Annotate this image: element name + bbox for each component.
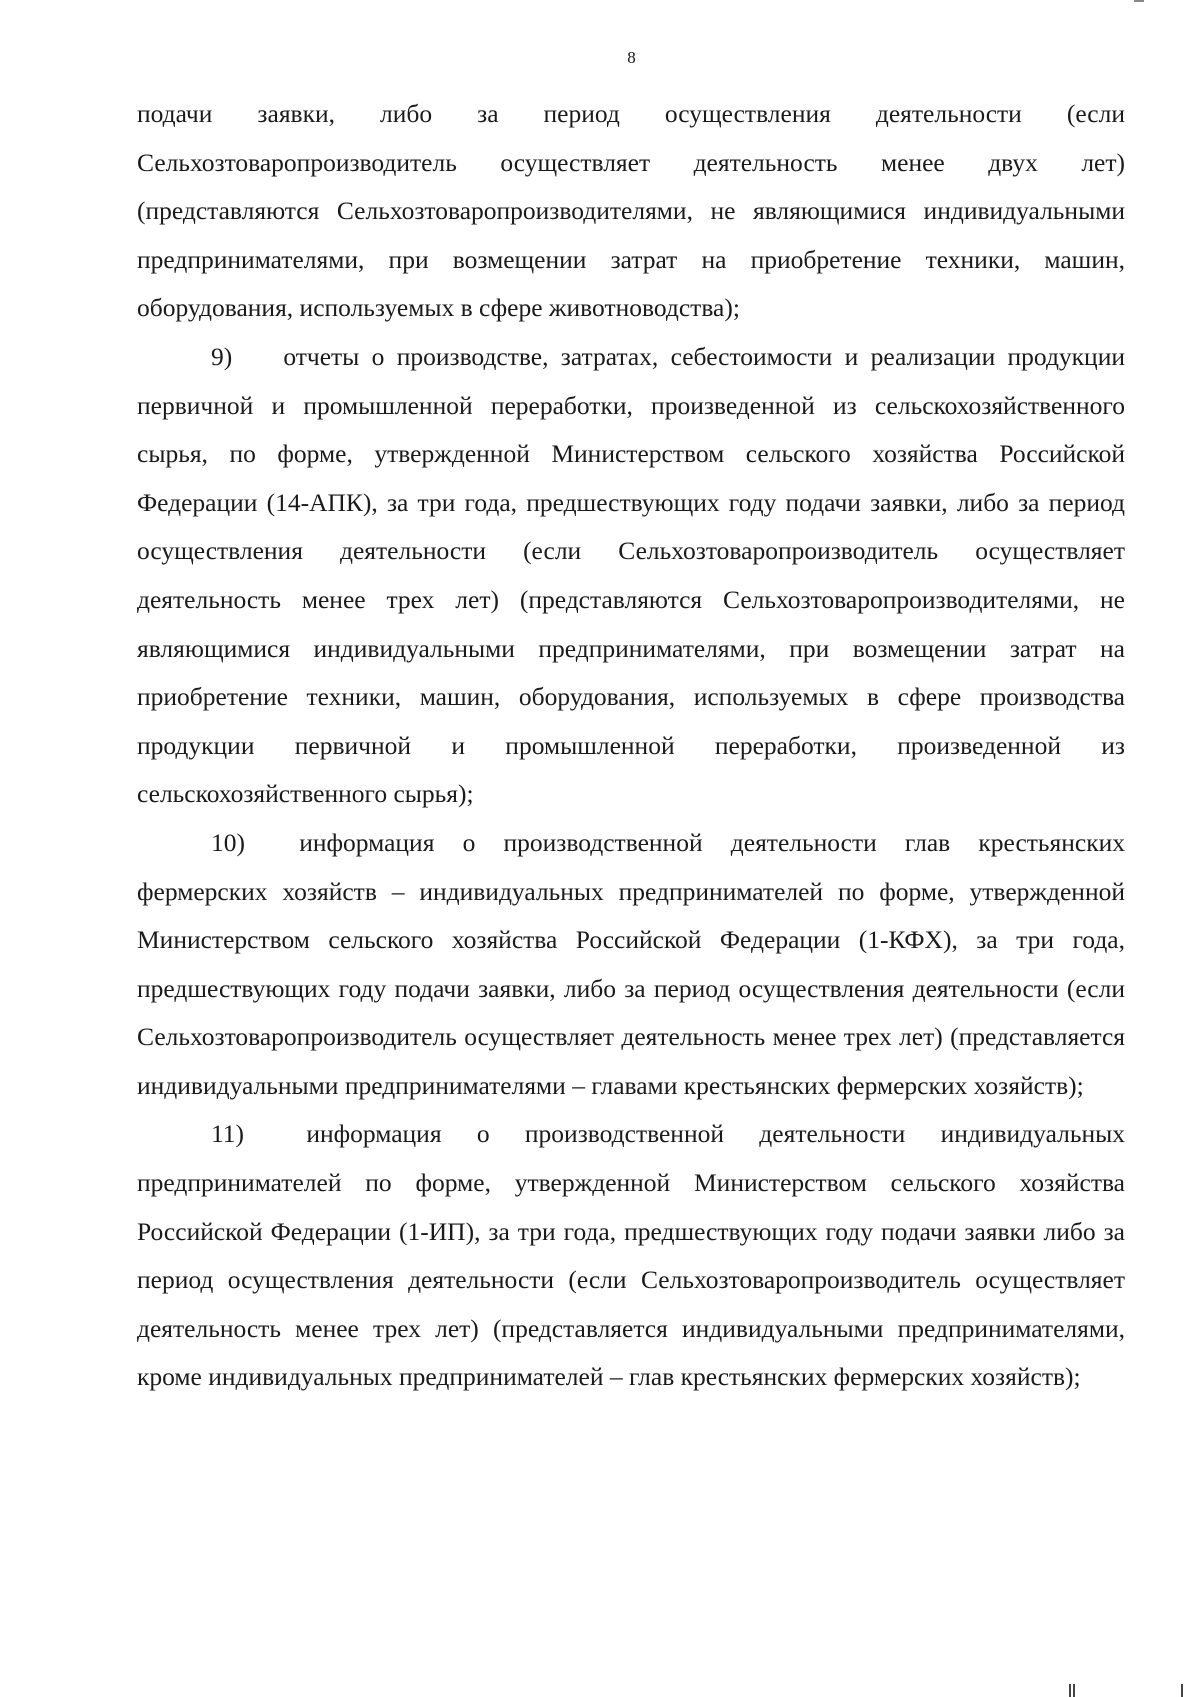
scan-artifact <box>1134 0 1144 2</box>
list-item-text: информация о производственной деятельности глав крестьянских фермерских хозяйств – индивидуальных предпринимателей по форме, утвержденной Министерством сельского хозяйства Российской Федерации (1-КФХ), за три года, предшествующих году подачи заявки, либо за период осуществления деятельности (если Сельхозтоваропроизводитель осуществляет деятельность менее трех лет) (представляется индивидуальными предпринимателями – главами крестьянских фермерских хозяйств); <box>137 827 1126 1100</box>
scan-artifact <box>1069 1684 1071 1697</box>
list-item-number: 10) <box>211 827 245 857</box>
scan-artifact <box>1073 1684 1075 1697</box>
page-number: 8 <box>627 48 636 67</box>
list-item-9 <box>137 333 1125 819</box>
paragraph-text: подачи заявки, либо за период осуществления деятельности (если Сельхозтоваропроизводитель осуществляет деятельность менее двух лет) (представляются Сельхозтоваропроизводителями, не являющимися индивидуальными предпринимателями, при возмещении затрат на приобретение техники, машин, оборудования, используемых в сфере животноводства); <box>137 99 1125 323</box>
list-item-text: информация о производственной деятельности индивидуальных предпринимателей по форме, утвержденной Министерством сельского хозяйства Российской Федерации (1-ИП), за три года, предшествующих году подачи заявки либо за период осуществления деятельности (если Сельхозтоваропроизводитель осуществляет деятельность менее трех лет) (представляется индивидуальными предпринимателями, кроме индивидуальных предпринимателей – глав крестьянских фермерских хозяйств); <box>137 1119 1125 1392</box>
list-item-number: 11) <box>211 1119 245 1149</box>
list-item-10 <box>137 819 1125 1111</box>
scan-artifact <box>1181 1684 1183 1697</box>
list-item-11 <box>137 1110 1125 1402</box>
paragraph-continuation <box>137 90 1125 333</box>
list-item-number: 9) <box>211 341 233 371</box>
list-item-text: отчеты о производстве, затратах, себестоимости и реализации продукции первичной и промышленной переработки, произведенной из сельскохозяйственного сырья, по форме, утвержденной Министерством сельского хозяйства Российской Федерации (14-АПК), за три года, предшествующих году подачи заявки, либо за период осуществления деятельности (если Сельхозтоваропроизводитель осуществляет деятельность менее трех лет) (представляются Сельхозтоваропроизводителями, не являющимися индивидуальными предпринимателями, при возмещении затрат на приобретение техники, машин, оборудования, используемых в сфере производства продукции первичной и промышленной переработки, произведенной из сельскохозяйственного сырья); <box>137 341 1125 809</box>
document-body <box>137 90 1125 1402</box>
